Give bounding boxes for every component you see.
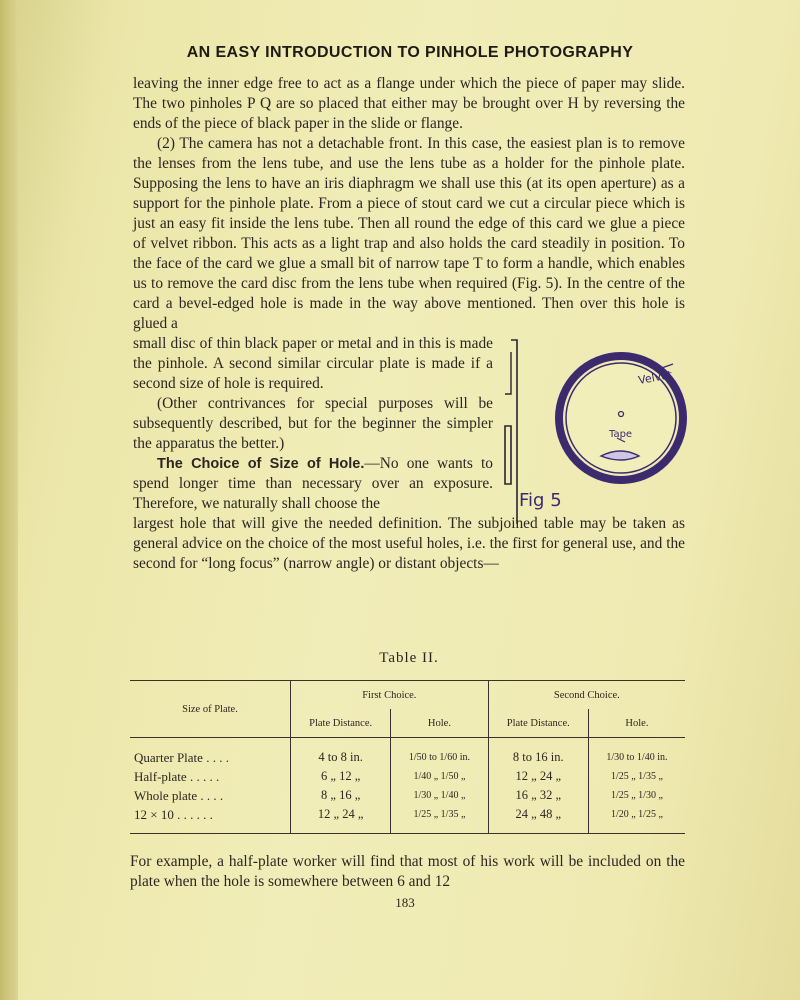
table-cell: 4 to 8 in. (318, 749, 363, 764)
paragraph-choice-rest: largest hole that will give the needed definition. The subjoined table may be taken as general advice on the choice of the most useful holes, i.e. the first for general use, and the second for “long focus” (narrow angle) or distant objects— (133, 515, 685, 572)
table-cell: 1/40 „ 1/50 „ (413, 770, 466, 782)
page-gutter (0, 0, 18, 1000)
hole-size-table (130, 680, 685, 834)
sub-first-hole: Hole. (391, 709, 488, 738)
second-distance-cells (488, 738, 588, 834)
table-cell: 1/25 „ 1/30 „ (610, 789, 663, 801)
table-cell: 1/30 to 1/40 in. (606, 751, 668, 763)
body-text (133, 74, 685, 574)
paragraph-choice-text: —No one wants to spend longer time than necessary over an exposure. Therefore, we naturally shall choose the (133, 455, 494, 512)
table-cell: 8 „ 16 „ (321, 787, 361, 802)
paragraph-example: For example, a half-plate worker will find that most of his work will be included on the plate when the hole is somewhere between 6 and 12 (130, 853, 685, 890)
sub-second-plate-distance: Plate Distance. (488, 709, 588, 738)
sub-first-plate-distance: Plate Distance. (291, 709, 391, 738)
table-cell: 1/25 „ 1/35 „ (413, 808, 466, 820)
paragraph-disc: small disc of thin black paper or metal and in this is made the pinhole. A second similar circular plate is made if a second size of hole is required. (133, 335, 493, 392)
size-cells (130, 738, 291, 834)
table-cell: 1/20 „ 1/25 „ (610, 808, 663, 820)
first-distance-cells (291, 738, 391, 834)
wrap-area (133, 334, 685, 514)
table-cell: 1/30 „ 1/40 „ (413, 789, 466, 801)
table-title: Table II. (379, 650, 439, 666)
col-second-choice: Second Choice. (488, 681, 685, 710)
paragraph-continued: leaving the inner edge free to act as a flange under which the piece of paper may slide. The two pinholes P Q are so placed that either may be brought over H by reversing the ends of the piece of black paper in the slide or flange. (133, 75, 685, 132)
table-ii (130, 680, 685, 834)
second-hole-cells (588, 738, 685, 834)
table-cell: 16 „ 32 „ (515, 787, 561, 802)
section-heading: The Choice of Size of Hole. (157, 456, 365, 472)
first-hole-cells (391, 738, 488, 834)
table-cell: 6 „ 12 „ (321, 768, 361, 783)
table-row-size: Quarter Plate . . . . (134, 749, 229, 765)
figure-5-lens-disc (501, 334, 691, 524)
table-row-size: Half-plate . . . . . (134, 768, 220, 784)
page-number: 183 (395, 895, 415, 910)
paragraph-camera-front: (2) The camera has not a detachable front. In this case, the easiest plan is to remove the lenses from the lens tube, and use the lens tube as a holder for the pinhole plate. Supposing the lens to have an iris diaphragm we shall use this (at its open aperture) as a support for the pinhole plate. From a piece of stout card we cut a circular piece which is just an easy fit inside the lens tube. Then all round the edge of this card we glue a piece of velvet ribbon. This acts as a light trap and also holds the card steadily in position. To the face of the card we glue a small bit of narrow tape T to form a handle, which enables us to remove the card disc from the lens tube when required (Fig. 5). In the centre of the card a bevel-edged hole is made in the way above mentioned. Then over this hole is glued a (133, 135, 685, 332)
table-cell: 1/50 to 1/60 in. (408, 751, 470, 763)
fig-label: Fig 5 (519, 490, 562, 511)
col-size-of-plate: Size of Plate. (182, 703, 238, 715)
paragraph-contrivances: (Other contrivances for special purposes will be subsequently described, but for the beginner the simpler the apparatus the better.) (133, 395, 493, 452)
tape-label: Tape (609, 429, 633, 440)
paragraph-choice (133, 454, 493, 514)
table-cell: 12 „ 24 „ (515, 768, 561, 783)
table-cell: 8 to 16 in. (512, 749, 564, 764)
table-row-size: 12 × 10 . . . . . . (134, 806, 213, 822)
float-text (133, 334, 493, 514)
col-first-choice: First Choice. (291, 681, 489, 710)
table-cell: 12 „ 24 „ (317, 806, 364, 821)
table-cell: 1/25 „ 1/35 „ (610, 770, 663, 782)
running-header: AN EASY INTRODUCTION TO PINHOLE PHOTOGRAPHY (186, 44, 634, 61)
table-cell: 24 „ 48 „ (515, 806, 561, 821)
velvet-label: Velvet (637, 368, 674, 387)
table-row-size: Whole plate . . . . (134, 787, 224, 803)
sub-second-hole: Hole. (588, 709, 685, 738)
